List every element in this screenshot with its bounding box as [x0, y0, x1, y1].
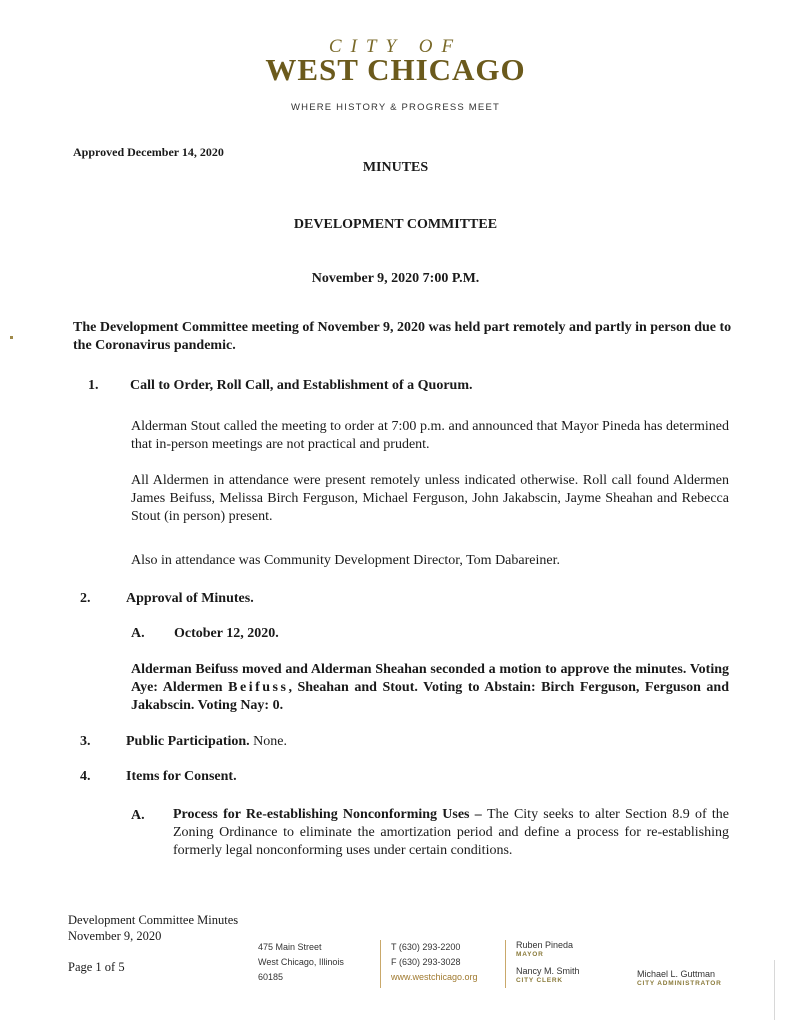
footer-divider-1 [380, 940, 381, 988]
section-2-motion [131, 661, 729, 715]
section-2-sub-letter: A. [131, 626, 145, 641]
letterhead-tagline: WHERE HISTORY & PROGRESS MEET [290, 102, 500, 113]
committee-name: DEVELOPMENT COMMITTEE [293, 217, 498, 232]
footer-admin-role: CITY ADMINISTRATOR [637, 980, 722, 987]
intro-paragraph: The Development Committee meeting of November 9, 2020 was held part remotely and partly in person due to the Coronavirus pandemic. [73, 320, 732, 353]
approved-date: Approved December 14, 2020 [73, 145, 224, 159]
footer-officials [516, 940, 580, 984]
section-1-para-2: All Aldermen in attendance were present remotely unless indicated otherwise. Roll call found Aldermen James Beifuss, Melissa Birch Ferguson, Michael Ferguson, John Jakabscin, Jayme Sheahan and Rebecca Stout (in person) present. [131, 473, 729, 524]
section-3-text: None. [253, 734, 287, 749]
section-1-para-1: Alderman Stout called the meeting to order at 7:00 p.m. and announced that Mayor Pineda has determined that in-person meetings are not practical and prudent. [131, 419, 729, 452]
footer-mayor-role: MAYOR [516, 951, 544, 958]
motion-name: Beifuss [228, 680, 289, 695]
section-4-sub-title: Process for Re-establishing Nonconforming Uses – [173, 807, 487, 822]
section-1-para-3: Also in attendance was Community Development Director, Tom Dabareiner. [131, 553, 560, 568]
section-3-line [126, 734, 287, 750]
footer-mayor-name: Ruben Pineda [516, 940, 574, 950]
footer-admin-name: Michael L. Guttman [637, 969, 716, 979]
footer-address-zip: 60185 [258, 972, 284, 982]
footer-clerk-name: Nancy M. Smith [516, 966, 580, 976]
footer-page-number: Page 1 of 5 [68, 960, 125, 974]
section-4-title: Items for Consent. [126, 769, 237, 784]
footer-contact [391, 940, 478, 985]
margin-mark [10, 336, 13, 339]
section-1-number: 1. [88, 378, 99, 393]
footer-fax: F (630) 293-3028 [391, 957, 461, 967]
footer-doc-name: Development Committee Minutes [68, 913, 239, 927]
meeting-date: November 9, 2020 7:00 P.M. [311, 271, 480, 286]
motion-text-a: Alderman Beifuss moved and Alderman Sheahan seconded a motion to approve the minutes. Voting Aye: Aldermen [131, 662, 729, 695]
footer-administrator [637, 969, 722, 987]
document-title: MINUTES [362, 160, 429, 175]
section-2-number: 2. [80, 591, 91, 606]
footer-divider-2 [505, 940, 506, 988]
letterhead-city-name: WEST CHICAGO [265, 52, 526, 87]
scan-edge-line [774, 960, 775, 1020]
footer-doc-date: November 9, 2020 [68, 929, 162, 943]
footer-website-link[interactable]: www.westchicago.org [391, 972, 478, 982]
footer-phone: T (630) 293-2200 [391, 942, 461, 952]
section-2-sub-title: October 12, 2020. [174, 626, 279, 641]
section-4-sub-text: The City seeks to alter Section 8.9 of the Zoning Ordinance to eliminate the amortization period and define a process for re-establishing formerly legal nonconforming uses under certain conditions. [173, 807, 729, 858]
footer-address [258, 940, 344, 985]
section-2-title: Approval of Minutes. [126, 591, 254, 606]
section-4-sub-letter: A. [131, 808, 145, 823]
letterhead-city-of: CITY OF [328, 36, 463, 57]
motion-text-b: , Sheahan and Stout. Voting to Abstain: Birch Ferguson, Ferguson and Jakabscin. Voting Nay: 0. [131, 680, 730, 713]
footer-address-city: West Chicago, Illinois [258, 957, 344, 967]
footer-address-street: 475 Main Street [258, 942, 322, 952]
footer-clerk-role: CITY CLERK [516, 977, 563, 984]
section-4-number: 4. [80, 769, 91, 784]
section-1-title: Call to Order, Roll Call, and Establishment of a Quorum. [130, 378, 473, 393]
section-3-title: Public Participation. [126, 734, 250, 749]
section-4-sub-paragraph [173, 806, 729, 860]
section-3-number: 3. [80, 734, 91, 749]
